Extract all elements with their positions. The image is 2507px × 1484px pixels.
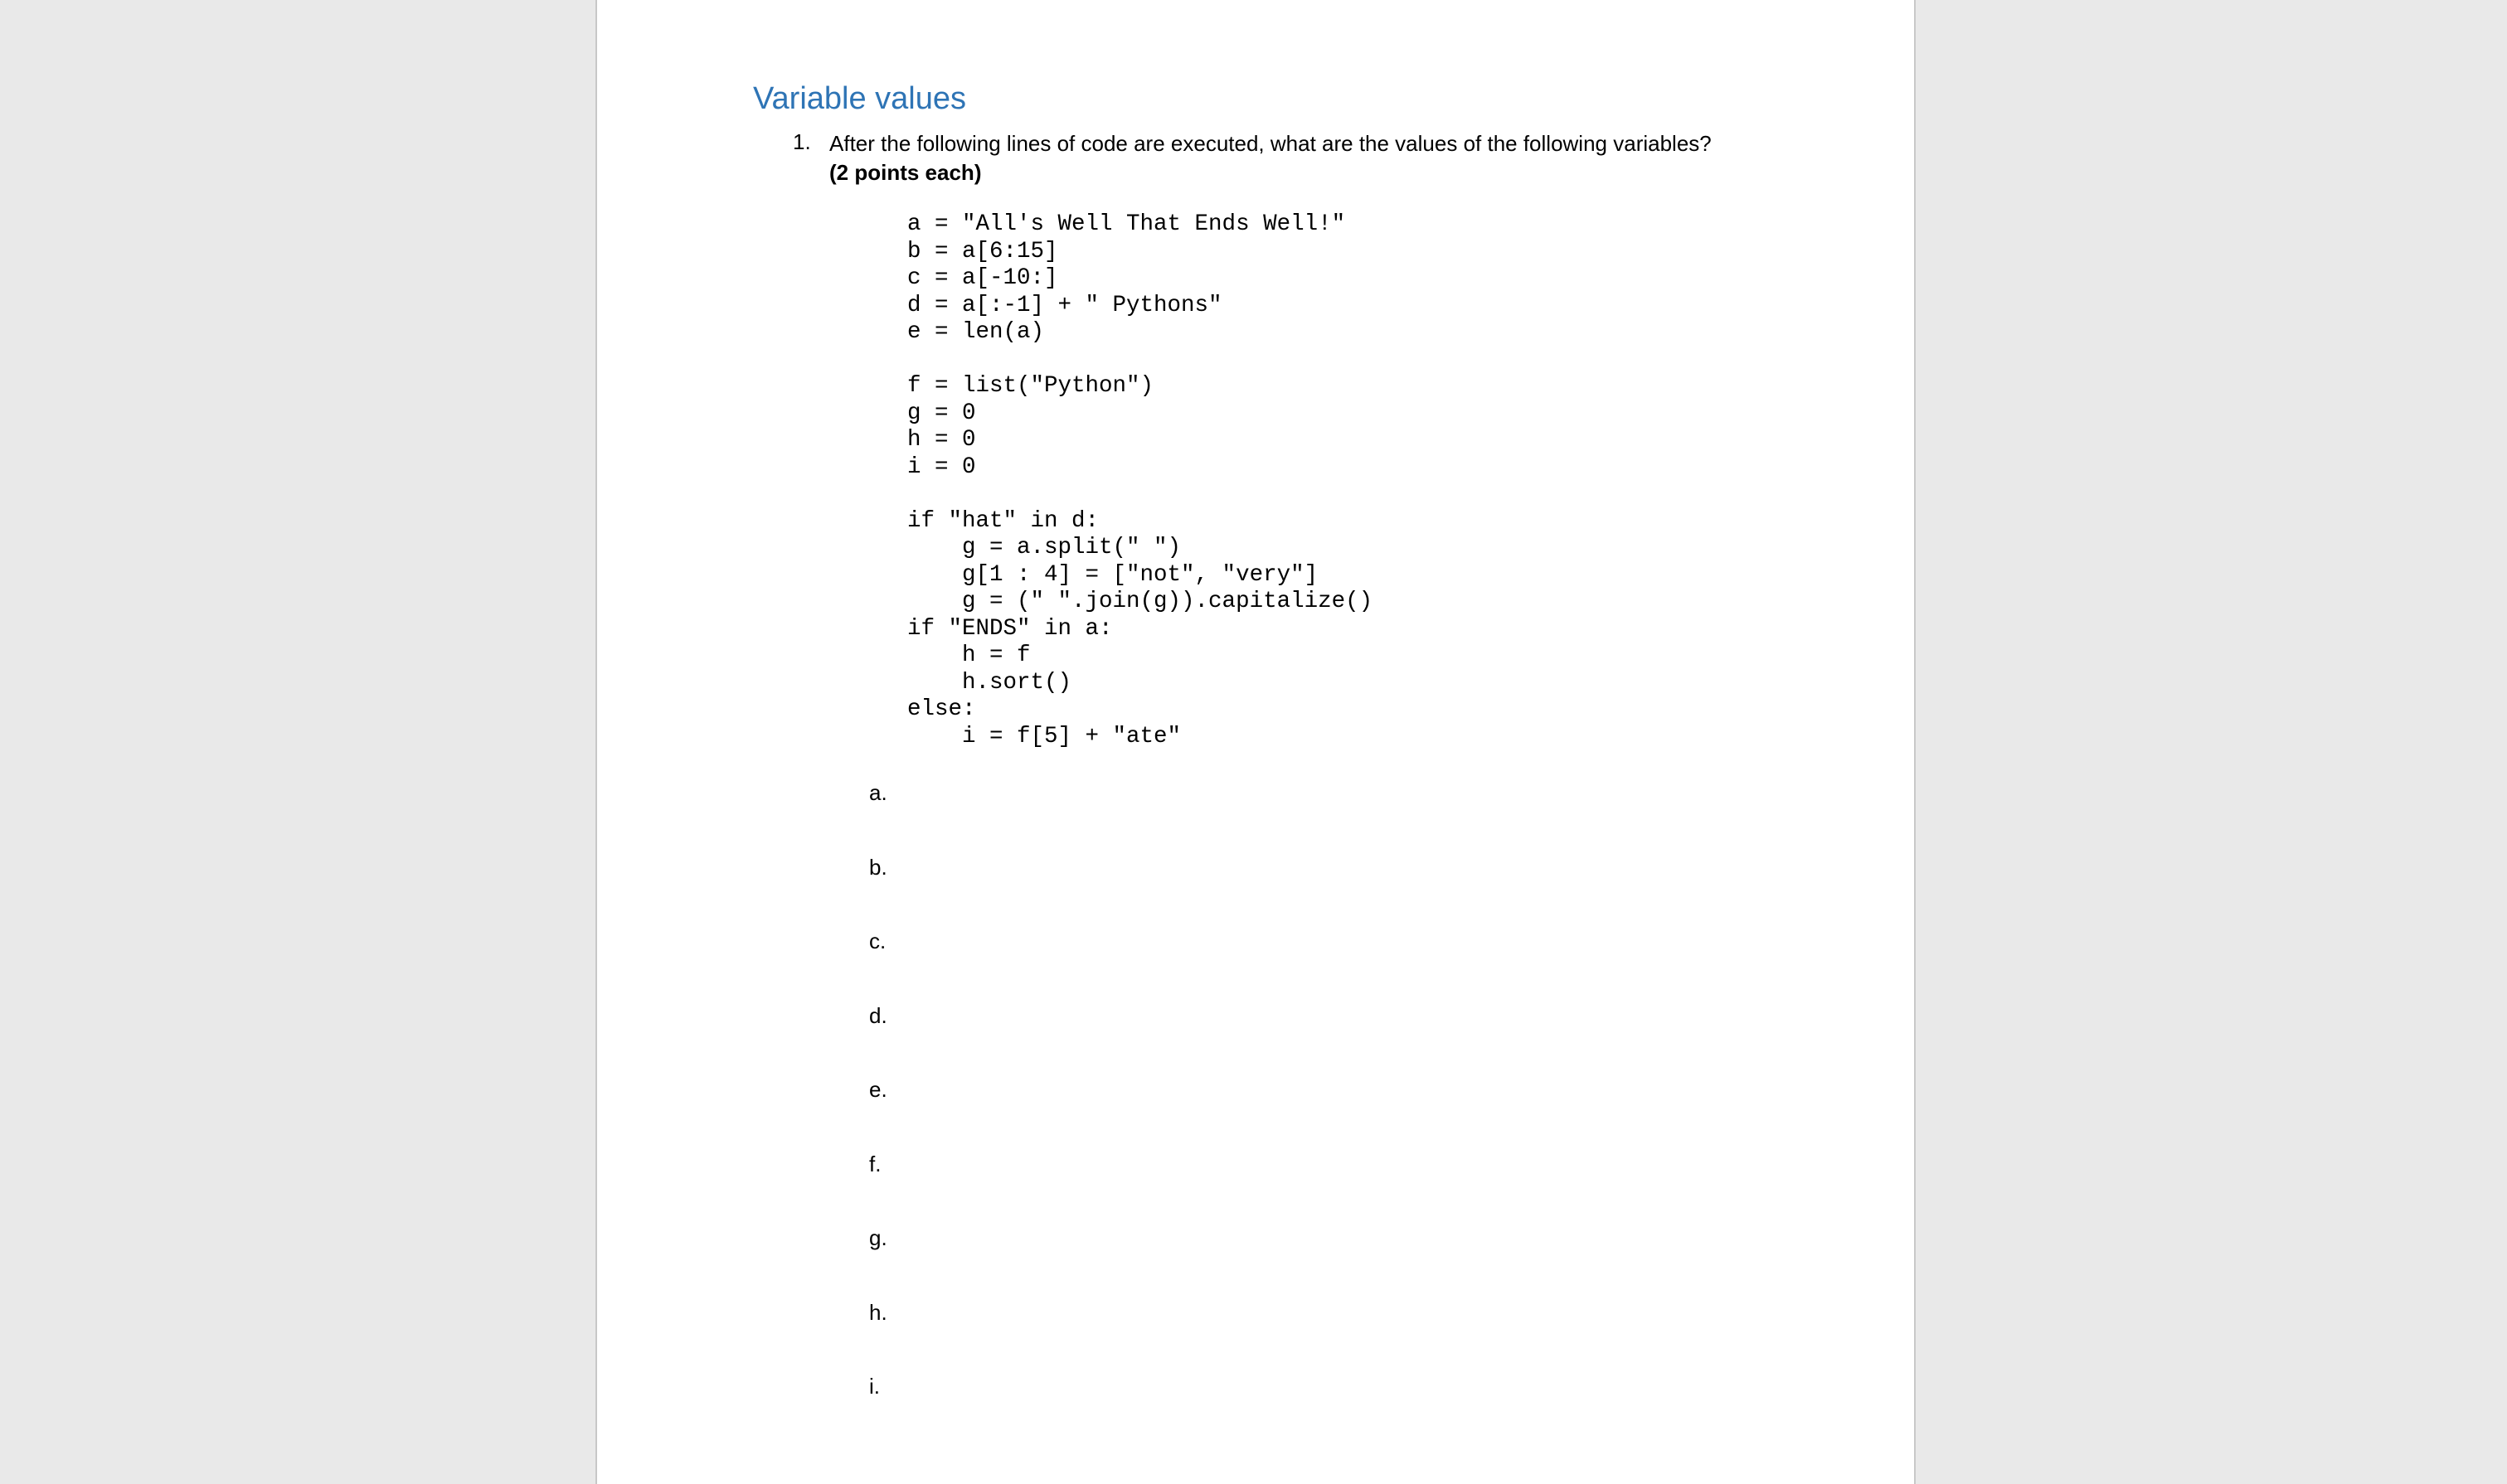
code-line: h = f bbox=[907, 643, 1031, 668]
answer-label-f: f. bbox=[869, 1151, 882, 1176]
code-line: g = 0 bbox=[907, 400, 976, 426]
code-line: f = list("Python") bbox=[907, 373, 1154, 399]
code-line: else: bbox=[907, 696, 976, 722]
code-line: e = len(a) bbox=[907, 319, 1045, 345]
code-line: if "hat" in d: bbox=[907, 507, 1100, 534]
answer-label-g: g. bbox=[869, 1225, 887, 1250]
question-text: After the following lines of code are executed, what are the values of the following variables? bbox=[829, 131, 1712, 156]
code-line: h = 0 bbox=[907, 427, 976, 453]
code-block bbox=[907, 211, 1373, 750]
document-page bbox=[595, 0, 1916, 1484]
answer-label-h: h. bbox=[869, 1299, 887, 1325]
answer-label-c: c. bbox=[869, 929, 887, 953]
section-heading: Variable values bbox=[753, 81, 967, 116]
code-line: i = f[5] + "ate" bbox=[907, 723, 1182, 749]
answer-label-b: b. bbox=[869, 854, 887, 880]
question-points: (2 points each) bbox=[829, 160, 982, 185]
code-line: b = a[6:15] bbox=[907, 238, 1058, 264]
code-line: a = "All's Well That Ends Well!" bbox=[907, 211, 1346, 237]
answer-label-e: e. bbox=[869, 1077, 887, 1102]
code-line: c = a[-10:] bbox=[907, 265, 1058, 291]
question-number: 1. bbox=[793, 129, 811, 154]
code-line bbox=[907, 481, 1373, 508]
code-line bbox=[907, 347, 1373, 374]
code-line: if "ENDS" in a: bbox=[907, 615, 1113, 642]
answer-label-a: a. bbox=[869, 780, 887, 805]
code-line: h.sort() bbox=[907, 669, 1072, 696]
code-line: i = 0 bbox=[907, 453, 976, 480]
answer-label-d: d. bbox=[869, 1002, 887, 1028]
code-line: d = a[:-1] + " Pythons" bbox=[907, 292, 1222, 318]
answer-label-i: i. bbox=[869, 1374, 880, 1399]
code-line: g[1 : 4] = ["not", "very"] bbox=[907, 561, 1319, 588]
code-line: g = (" ".join(g)).capitalize() bbox=[907, 589, 1373, 614]
code-line: g = a.split(" ") bbox=[907, 535, 1182, 560]
answer-list bbox=[869, 778, 887, 1446]
